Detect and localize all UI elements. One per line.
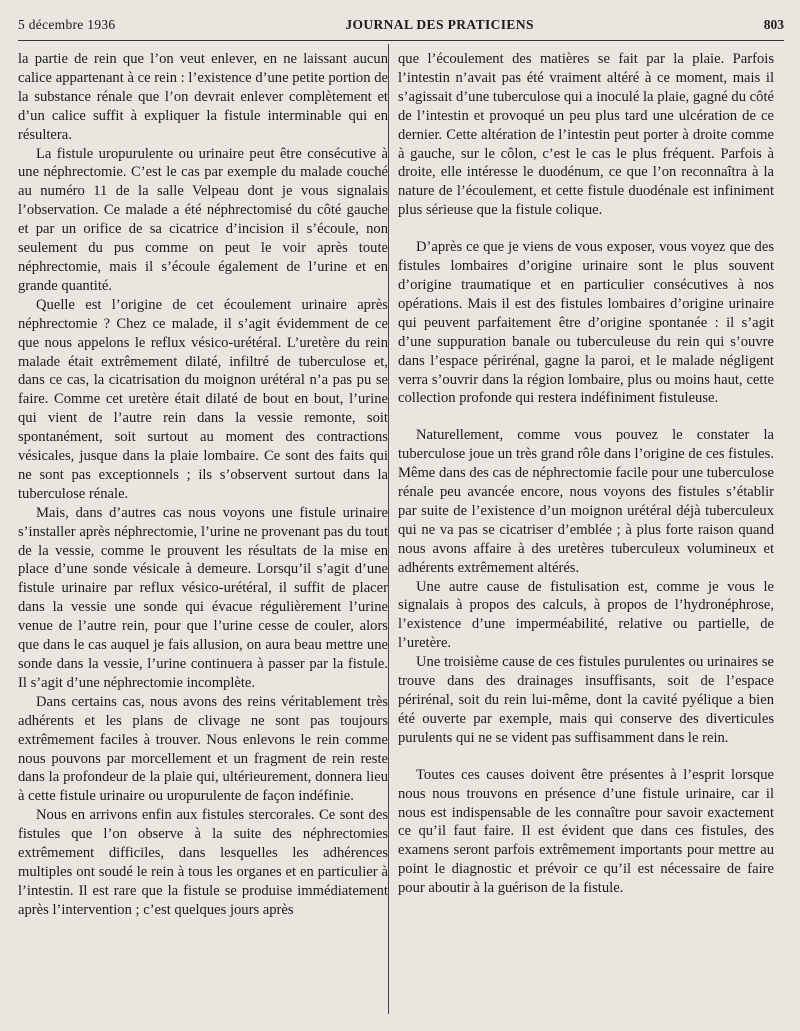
paragraph: la partie de rein que l’on veut enlever, en ne laissant aucun calice appartenant à ce rein : l’existence d’une petite portion de la substance rénale que l’on devrait enlever complètement et d’un calice suffit à expliquer la fistule interminable qui en résultera.: [18, 51, 388, 143]
right-column: [398, 50, 774, 898]
journal-title: JOURNAL DES PRATICIENS: [345, 17, 534, 32]
paragraph: Nous en arrivons enfin aux fistules stercorales. Ce sont des fistules que l’on observe à la suite des néphrectomies extrêmement difficiles, dans lesquelles les adhérences multiples ont soudé le rein à tous les organes et en particulier à l’intestin. Il est rare que la fistule se produise immédiatement après l’intervention ; c’est quelques jours après: [18, 807, 388, 918]
header-rule: [18, 40, 784, 41]
paragraph: Toutes ces causes doivent être présentes à l’esprit lorsque nous nous trouvons en présence d’une fistule urinaire, car il nous est indispensable de les connaître pour savoir exactement ce qu’il faut faire. Il est évident que dans ces fistules, des examens seront parfois extrêmement importants pour mettre au point le diagnostic et prévoir ce qu’il est nécessaire de faire pour aboutir à la guérison de la fistule.: [398, 766, 774, 897]
paragraph: Mais, dans d’autres cas nous voyons une fistule urinaire s’installer après néphrectomie, l’urine ne provenant pas du tout de la vessie, comme le prouvent les résultats de la mise en place d’une sonde vésicale à demeure. Lorsqu’il s’agit d’une fistule urinaire par reflux vésico-urétéral, il suffit de placer dans la vessie une sonde qui évacue régulièrement l’urine venue de l’autre rein, pour que l’urine cesse de couler, alors que dans le cas auquel je fais allusion, on aura beau mettre une sonde dans la vessie, l’urine continuera à passer par la fistule. Il s’agit d’une néphrectomie incomplète.: [18, 504, 388, 691]
paragraph: Dans certains cas, nous avons des reins véritablement très adhérents et les plans de clivage ne sont pas toujours extrêmement faciles à trouver. Nous enlevons le rein comme nous pouvons par morcellement et un fragment de rein reste dans la profondeur de la plaie qui, ultérieurement, donnera lieu à cette fistule urinaire ou uropurulente de façon indéfinie.: [18, 693, 388, 805]
paragraph: Une autre cause de fistulisation est, comme je vous le signalais à propos des calculs, à propos de l’hydronéphrose, l’existence d’une imperméabilité, relative ou partielle, de l’uretère.: [398, 578, 774, 652]
paragraph: D’après ce que je viens de vous exposer, vous voyez que des fistules lombaires d’origine urinaire sont le plus souvent d’origine traumatique et en particulier consécutives à nos opérations. Mais il est des fistules lombaires d’origine urinaire qui peuvent parfaitement être d’origine spontanée : il s’agit d’une suppuration banale ou tuberculeuse du rein qui s’ouvre dans l’espace périrénal, gagne la paroi, et le malade négligent verra s’ouvrir dans la région lombaire, plus ou moins haut, cette collection profonde qui restera indéfiniment fistuleuse.: [398, 239, 774, 407]
paragraph: Naturellement, comme vous pouvez le constater la tuberculose joue un très grand rôle dans l’origine de ces fistules. Même dans des cas de néphrectomie facile pour une tuberculose rénale peu avancée encore, nous voyons des fistules s’établir par suite de l’existence d’un moignon urétéral déjà tuberculeux qui ne va pas se cicatriser d’emblée ; à plus forte raison quand nous avons affaire à des uretères tuberculeux volumineux et adhérents extrêmement altérés.: [398, 427, 774, 576]
running-header: [18, 14, 784, 36]
paragraph: Quelle est l’origine de cet écoulement urinaire après néphrectomie ? Chez ce malade, il s’agit évidemment de ce que nous appelons le reflux vésico-urétéral. L’uretère du rein malade était extrêmement dilaté, infiltré de tuberculose et, dans ce cas, la cicatrisation du moignon urétéral n’a pas pu se faire. Comme cet uretère était dilaté de bout en bout, l’urine qui vient de l’autre rein dans la vessie remonte, soit spontanément, soit surtout au moment des contractions vésicales, jusque dans la plaie lombaire. Ce sont des faits qui ne sont pas exceptionnels ; ils s’observent surtout dans la tuberculose rénale.: [18, 296, 388, 502]
left-column: [18, 50, 388, 920]
page-number: 803: [763, 17, 784, 32]
paragraph: La fistule uropurulente ou urinaire peut être consécutive à une néphrectomie. C’est le cas par exemple du malade couché au numéro 11 de la salle Velpeau dont je vous signalais l’observation. Ce malade a été néphrectomisé du côté gauche et par un orifice de sa cicatrice d’incision il s’écoule, non seulement du pus comme on peut le voir après toute néphrectomie, mais il s’écoule également de l’urine et en grande quantité.: [18, 145, 388, 294]
column-divider: [388, 44, 389, 1014]
paragraph: que l’écoulement des matières se fait par la plaie. Parfois l’intestin n’avait pas été vraiment altéré à ce moment, mais il s’agissait d’une tuberculose qui a inoculé la plaie, gagné du côté de l’intestin et provoqué un peu plus tard une ulcération de ce dernier. Cette altération de l’intestin peut porter à droite comme à gauche, sur le côlon, c’est le cas le plus fréquent. Parfois à droite, elle intéresse le duodénum, ce que l’on reconnaîtra à la nature de l’écoulement, et cette fistule duodénale est infiniment plus sérieuse que la fistule colique.: [398, 51, 774, 219]
paragraph: Une troisième cause de ces fistules purulentes ou urinaires se trouve dans des drainages insuffisants, soit de l’espace périrénal, soit du rein lui-même, dont la cavité pyélique a bien été ouverte par exemple, mais qui conserve des diverticules purulents qui ne se vident pas suffisamment dans le rein.: [398, 654, 774, 746]
issue-date: 5 décembre 1936: [18, 17, 116, 32]
